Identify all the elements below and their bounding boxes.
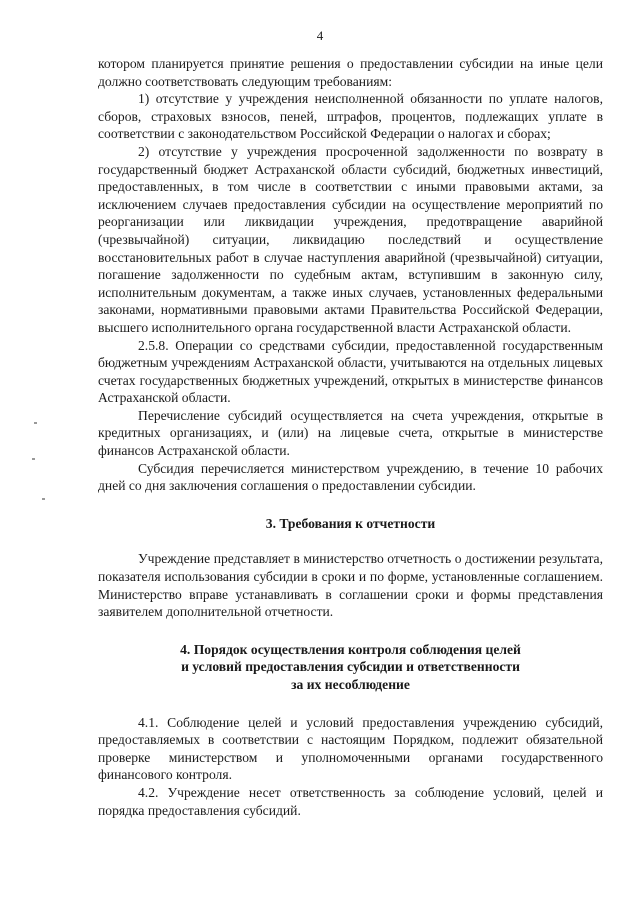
page-number: 4	[316, 28, 324, 43]
paragraph-requirement-2: 2) отсутствие у учреждения просроченной задолженности по возврату в государственный бюджет Астраханской области субсидий, бюджетных инвестиций, предоставленных, в том числе в соответствии с иными правовыми актами, за исключением случаев предоставления субсидии на осуществление мероприятий по реорганизации или ликвидации учреждения, предотвращение аварийной (чрезвычайной) ситуации, ликвидацию последствий и осуществление восстановительных работ в случае наступления аварийной (чрезвычайной) ситуации, погашение задолженности по судебным актам, вступившим в законную силу, исполнительным документам, а также иных случаев, установленных федеральными законами, нормативными правовыми актами Правительства Российской Федерации, высшего исполнительного органа государственной власти Астраханской области.	[98, 143, 603, 335]
section-3-heading: 3. Требования к отчетности	[265, 515, 436, 531]
paragraph: котором планируется принятие решения о предоставлении субсидии на иные цели должно соответствовать следующим требованиям:	[98, 56, 603, 89]
document-body	[98, 55, 603, 819]
paragraph-4-2: 4.2. Учреждение несет ответственность за соблюдение условий, целей и порядка предоставления субсидий.	[98, 784, 603, 818]
scan-mark	[34, 422, 37, 424]
paragraph-subsidy-term: Субсидия перечисляется министерством учреждению, в течение 10 рабочих дней со дня заключения соглашения о предоставлении субсидии.	[98, 460, 603, 494]
paragraph-transfer: Перечисление субсидий осуществляется на счета учреждения, открытые в кредитных организациях, и (или) на лицевые счета, открытые в министерстве финансов Астраханской области.	[98, 407, 603, 459]
section-4-heading-line: 4. Порядок осуществления контроля соблюдения целей	[180, 641, 521, 657]
section-3-text: Учреждение представляет в министерство отчетность о достижении результата, показателя использования субсидии в сроки и по форме, установленные соглашением. Министерство вправе устанавливать в соглашении сроки и формы представления заявителем дополнительной отчетности.	[98, 551, 603, 620]
section-4-heading-line: за их несоблюдение	[291, 677, 410, 692]
margin-scan-marks	[30, 420, 50, 520]
scan-mark	[42, 498, 45, 500]
paragraph-2-5-8: 2.5.8. Операции со средствами субсидии, предоставленной государственным бюджетным учреждениям Астраханской области, учитываются на отдельных лицевых счетах государственных бюджетных учреждений, открытых в министерстве финансов Астраханской области.	[98, 337, 603, 406]
paragraph-4-1: 4.1. Соблюдение целей и условий предоставления учреждению субсидий, предоставляемых в соответствии с настоящим Порядком, подлежит обязательной проверке министерством и уполномоченными органами государственного финансового контроля.	[98, 714, 603, 783]
section-4-heading	[98, 641, 603, 694]
paragraph-requirement-1: 1) отсутствие у учреждения неисполненной обязанности по уплате налогов, сборов, страховых взносов, пеней, штрафов, процентов, подлежащих уплате в соответствии с законодательством Российской Федерации о налогах и сборах;	[98, 91, 603, 142]
section-4-heading-line: и условий предоставления субсидии и ответственности	[181, 659, 520, 675]
scan-mark	[32, 458, 35, 460]
